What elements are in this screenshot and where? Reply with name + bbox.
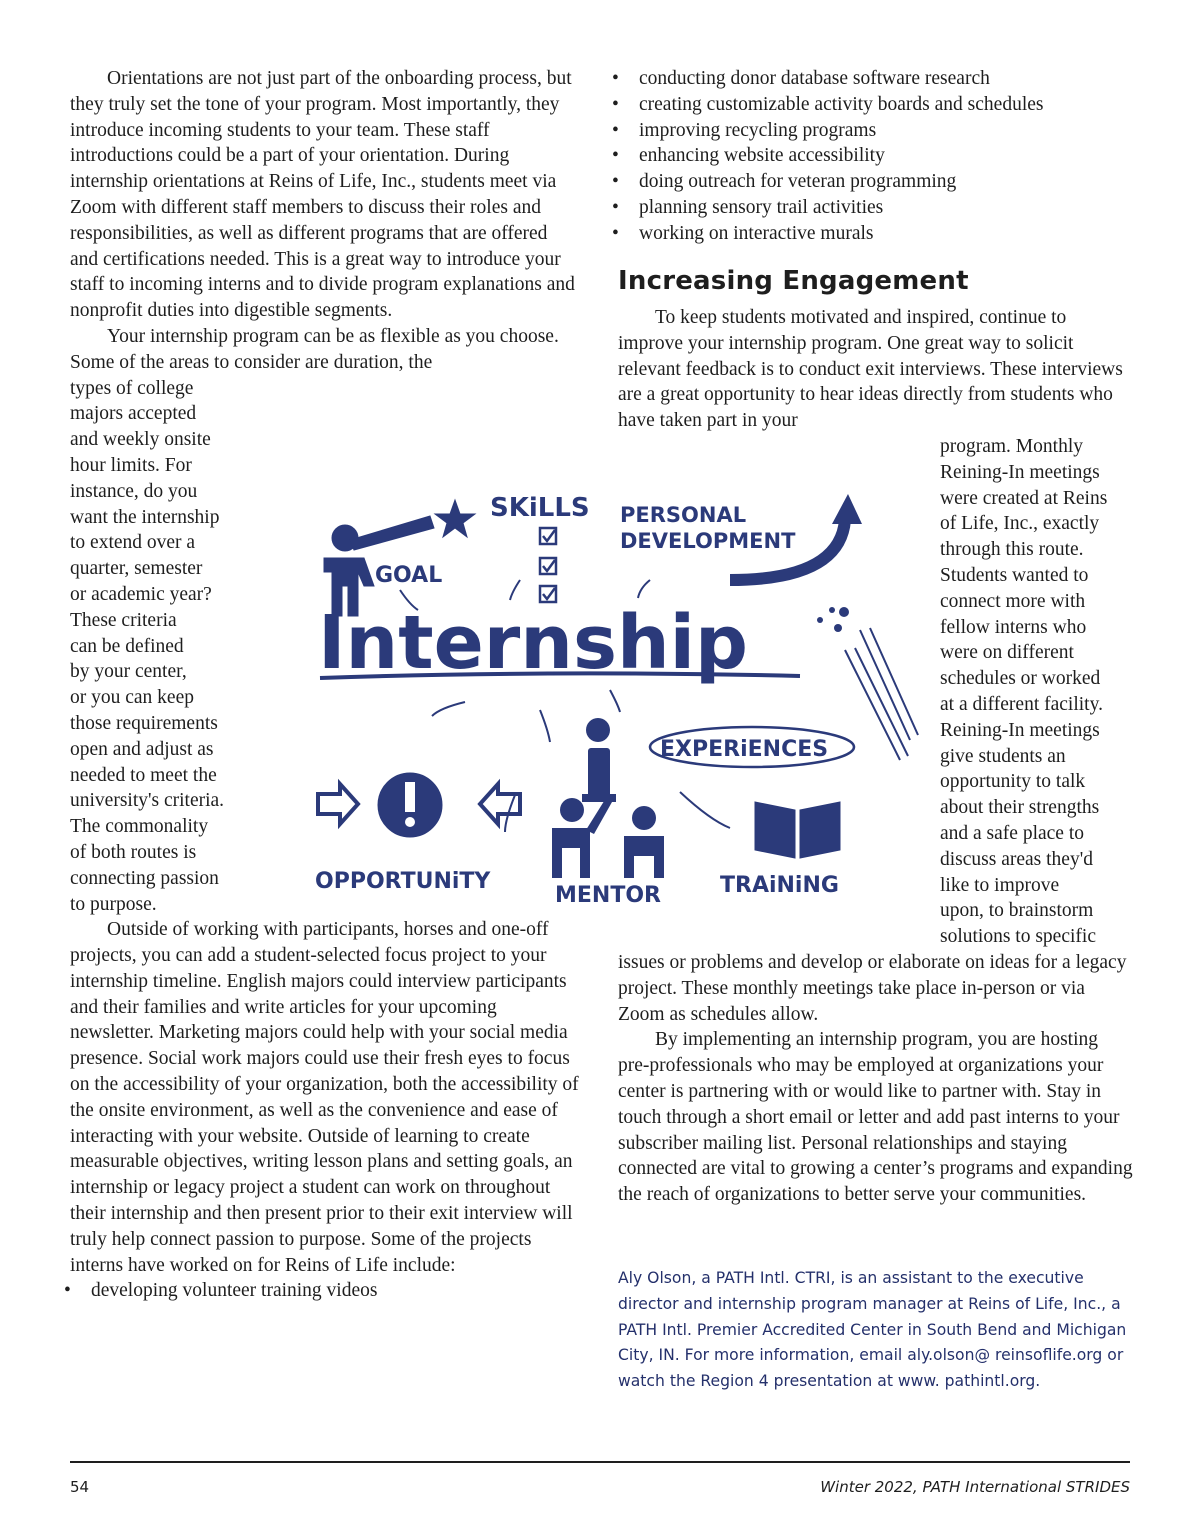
wrap-line: types of college xyxy=(70,377,194,399)
wrap-line: hour limits. For xyxy=(70,454,192,476)
footer-rule xyxy=(70,1461,1130,1463)
wrap-line: needed to meet the xyxy=(70,764,217,786)
list-item: • developing volunteer training videos xyxy=(56,1278,580,1304)
paragraph-orientations: Orientations are not just part of the onboarding process, but they truly set the tone of your program. Most importantly, they introduce incoming students to your team. These staff introductions could be a part of your orientation. During internship orientations at Reins of Life, Inc., students meet via Zoom with different staff members to discuss their roles and responsibilities, as well as different programs that are offered and certifications needed. This is a great way to introduce your staff to incoming interns and to divide program explanations and nonprofit duties into digestible segments. xyxy=(70,68,575,322)
wrap-line: Reining-In meetings xyxy=(940,461,1100,483)
wrap-line: about their strengths xyxy=(940,797,1100,819)
wrap-line: university's criteria. xyxy=(70,790,225,812)
wrap-line: were created at Reins xyxy=(940,487,1108,509)
wrap-line: Reining-In meetings xyxy=(940,719,1100,741)
wrap-line: The commonality xyxy=(70,816,209,838)
dots-icon xyxy=(817,607,849,632)
wrap-line: through this route. xyxy=(940,539,1084,561)
mentor-people-icon xyxy=(552,798,664,878)
wrap-line: those requirements xyxy=(70,712,218,734)
wrap-line: to purpose. xyxy=(70,893,157,915)
wrap-line: connect more with xyxy=(940,590,1086,612)
development-label: DEVELOPMENT xyxy=(620,529,796,553)
paragraph-implementing: By implementing an internship program, you are hosting pre-professionals who may be employed at organizations your center is partnering with or would like to partner with. Stay in touch through a short email or letter and add past interns to your subscriber mailing list. Personal relationships and staying connected are vital to growing a center’s programs and expanding the reach of organizations to better serve your communities. xyxy=(618,1029,1133,1206)
paragraph-engagement-rest: issues or problems and develop or elaborate on ideas for a legacy project. These monthly meetings take place in-person or via Zoom as schedules allow. xyxy=(618,951,1127,1025)
page-number: 54 xyxy=(70,1478,90,1496)
goal-label: GOAL xyxy=(375,563,443,588)
wrap-line: majors accepted xyxy=(70,403,197,425)
wrap-line: fellow interns who xyxy=(940,616,1087,638)
experiences-label: EXPERiENCES xyxy=(660,737,829,762)
wrap-line: or you can keep xyxy=(70,687,194,709)
wrap-line: schedules or worked xyxy=(940,668,1101,690)
arrow-left-icon xyxy=(480,784,520,824)
wrap-line: These criteria xyxy=(70,609,177,631)
wrap-line: can be defined xyxy=(70,635,184,657)
publication-name: Winter 2022, PATH International STRIDES xyxy=(820,1478,1130,1496)
paragraph-flexible-intro: Your internship program can be as flexible as you choose. Some of the areas to consider are duration, the xyxy=(70,325,559,373)
paragraph-engagement-wrap xyxy=(940,434,1133,950)
opportunity-label: OPPORTUNiTY xyxy=(315,869,491,894)
wrap-line: like to improve xyxy=(940,874,1060,896)
info-icon xyxy=(582,718,616,802)
project-list-right xyxy=(604,66,1144,247)
wrap-line: of both routes is xyxy=(70,841,197,863)
wrap-line: by your center, xyxy=(70,661,187,683)
internship-illustration xyxy=(300,480,920,920)
wrap-line: at a different facility. xyxy=(940,693,1103,715)
project-list-left xyxy=(56,1278,580,1304)
section-heading: Increasing Engagement xyxy=(618,266,969,296)
list-item: • planning sensory trail activities xyxy=(604,195,1144,221)
list-item: • doing outreach for veteran programming xyxy=(604,169,1144,195)
checkbox-icon xyxy=(540,528,556,602)
star-icon xyxy=(435,500,475,537)
wrap-line: of Life, Inc., exactly xyxy=(940,513,1100,535)
list-item: • enhancing website accessibility xyxy=(604,143,1144,169)
wrap-line: open and adjust as xyxy=(70,738,214,760)
skills-label: SKiLLS xyxy=(490,493,590,523)
list-item: • conducting donor database software research xyxy=(604,66,1144,92)
paragraph-engagement-intro: To keep students motivated and inspired, continue to improve your internship program. One great way to solicit relevant feedback is to conduct exit interviews. These interviews are a great opportunity to hear ideas directly from students who have taken part in your xyxy=(618,307,1123,432)
wrap-line: Students wanted to xyxy=(940,564,1089,586)
arrow-right-icon xyxy=(318,784,358,824)
list-item: • working on interactive murals xyxy=(604,221,1144,247)
book-icon xyxy=(755,802,840,858)
wrap-line: instance, do you xyxy=(70,480,198,502)
paragraph-projects: Outside of working with participants, horses and one-off projects, you can add a student-selected focus project to your internship timeline. English majors could interview participants and their families and write articles for your upcoming newsletter. Marketing majors could help with your social media presence. Social work majors could use their fresh eyes to focus on the accessibility of your organization, both the accessibility of the onsite environment, as well as the convenience and ease of interacting with your website. Outside of learning to create measurable objectives, writing lesson plans and setting goals, an internship or legacy project a student can work on throughout their internship and then present prior to their exit interview will truly help connect passion to purpose. Some of the projects interns have worked on for Reins of Life include: xyxy=(70,919,579,1276)
wrap-line: and weekly onsite xyxy=(70,429,211,451)
wrap-line: upon, to brainstorm xyxy=(940,900,1094,922)
wrap-line: program. Monthly xyxy=(940,435,1083,457)
wrap-line: quarter, semester xyxy=(70,558,203,580)
wrap-line: or academic year? xyxy=(70,583,212,605)
pencils-icon xyxy=(845,628,918,760)
list-item: • creating customizable activity boards and schedules xyxy=(604,92,1144,118)
author-bio: Aly Olson, a PATH Intl. CTRI, is an assistant to the executive director and internship program manager at Reins of Life, Inc., a PATH Intl. Premier Accredited Center in South Bend and Michigan City, IN. For more information, email aly.olson@ reinsoflife.org or watch the Region 4 presentation at www. pathintl.org. xyxy=(618,1269,1127,1391)
exclamation-icon xyxy=(378,773,442,837)
training-label: TRAiNiNG xyxy=(720,873,839,898)
mentor-label: MENTOR xyxy=(555,883,661,908)
wrap-line: opportunity to talk xyxy=(940,771,1086,793)
wrap-line: solutions to specific xyxy=(940,926,1096,948)
wrap-line: discuss areas they'd xyxy=(940,848,1093,870)
wrap-line: give students an xyxy=(940,745,1066,767)
wrap-line: were on different xyxy=(940,642,1074,664)
personal-label: PERSONAL xyxy=(620,503,747,527)
wrap-line: connecting passion xyxy=(70,867,219,889)
internship-word: Internship xyxy=(318,600,749,686)
wrap-line: to extend over a xyxy=(70,532,196,554)
right-column-top xyxy=(604,66,1144,247)
list-item: • improving recycling programs xyxy=(604,118,1144,144)
wrap-line: want the internship xyxy=(70,506,220,528)
wrap-line: and a safe place to xyxy=(940,822,1085,844)
